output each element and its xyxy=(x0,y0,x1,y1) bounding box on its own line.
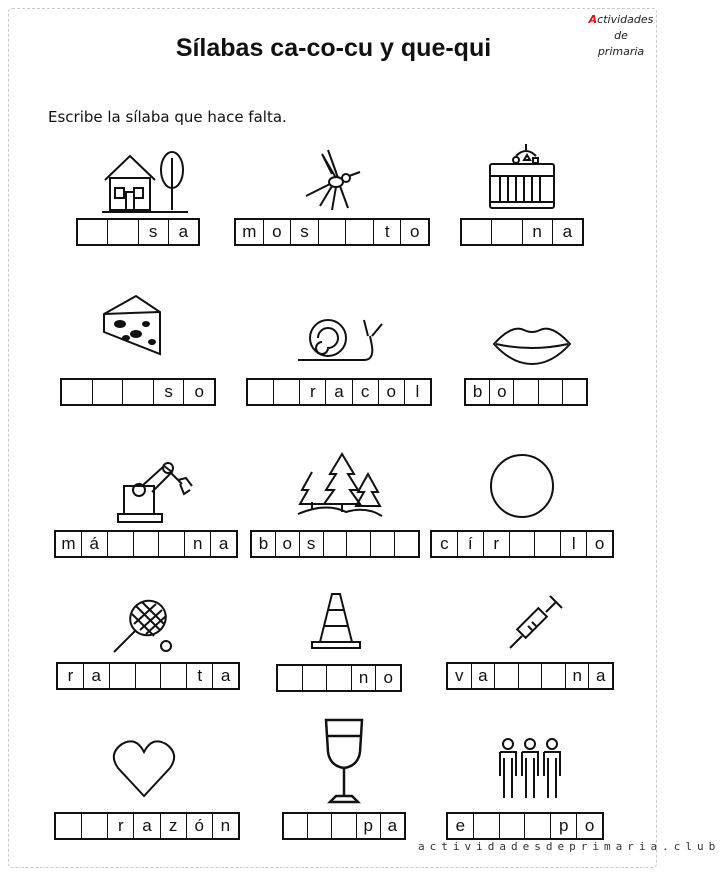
empty-letter-box[interactable] xyxy=(524,814,550,838)
empty-letter-box[interactable] xyxy=(62,380,92,404)
cheese-icon xyxy=(100,292,166,364)
empty-letter-box[interactable] xyxy=(491,220,521,244)
letter-box: t xyxy=(373,220,401,244)
empty-letter-box[interactable] xyxy=(462,220,491,244)
house-icon xyxy=(100,148,190,216)
letter-box: o xyxy=(263,220,291,244)
letter-box: a xyxy=(380,814,404,838)
empty-letter-box[interactable] xyxy=(278,666,302,690)
page-title: Sílabas ca-co-cu y que-qui xyxy=(175,34,492,62)
letter-box: s xyxy=(138,220,168,244)
answer-boxes[interactable] xyxy=(54,530,238,558)
instruction-text: Escribe la sílaba que hace falta. xyxy=(48,108,287,126)
letter-box: v xyxy=(455,666,464,685)
letter-box: b xyxy=(472,382,483,401)
answer-boxes[interactable] xyxy=(234,218,430,246)
empty-letter-box[interactable] xyxy=(509,532,535,556)
letter-box: b xyxy=(258,534,269,553)
empty-letter-box[interactable] xyxy=(133,532,159,556)
empty-letter-box[interactable] xyxy=(302,666,327,690)
empty-letter-box[interactable] xyxy=(284,814,307,838)
empty-letter-box[interactable] xyxy=(318,220,346,244)
empty-letter-box[interactable] xyxy=(370,532,394,556)
letter-box: t xyxy=(186,664,212,688)
letter-box: m xyxy=(242,222,257,241)
empty-letter-box[interactable] xyxy=(92,380,123,404)
letter-box: o xyxy=(375,666,400,690)
empty-letter-box[interactable] xyxy=(107,532,133,556)
empty-letter-box[interactable] xyxy=(160,664,186,688)
letter-box: z xyxy=(160,814,186,838)
letter-box: r xyxy=(299,380,325,404)
letter-box: l xyxy=(560,532,586,556)
letter-box: c xyxy=(352,380,378,404)
letter-box: o xyxy=(275,532,299,556)
letter-box: í xyxy=(457,532,483,556)
empty-letter-box[interactable] xyxy=(513,380,537,404)
empty-letter-box[interactable] xyxy=(78,220,107,244)
letter-box: a xyxy=(168,220,198,244)
letter-box: a xyxy=(210,532,236,556)
letter-box: a xyxy=(552,220,582,244)
letter-box: o xyxy=(400,220,428,244)
letter-box: a xyxy=(83,664,109,688)
letter-box: a xyxy=(588,664,612,688)
lips-icon xyxy=(492,322,572,366)
answer-boxes[interactable] xyxy=(246,378,432,406)
answer-boxes[interactable] xyxy=(282,812,406,840)
empty-letter-box[interactable] xyxy=(499,814,525,838)
answer-boxes[interactable] xyxy=(464,378,588,406)
letter-box: s xyxy=(299,532,323,556)
empty-letter-box[interactable] xyxy=(538,380,562,404)
empty-letter-box[interactable] xyxy=(323,532,347,556)
answer-boxes[interactable] xyxy=(276,664,402,692)
syringe-icon xyxy=(506,592,566,652)
answer-boxes[interactable] xyxy=(60,378,216,406)
empty-letter-box[interactable] xyxy=(56,814,81,838)
empty-letter-box[interactable] xyxy=(158,532,184,556)
brand-line2: primaria xyxy=(597,45,645,58)
letter-box: n xyxy=(184,532,210,556)
empty-letter-box[interactable] xyxy=(494,664,518,688)
empty-letter-box[interactable] xyxy=(541,664,565,688)
empty-letter-box[interactable] xyxy=(326,666,351,690)
answer-boxes[interactable] xyxy=(54,812,240,840)
empty-letter-box[interactable] xyxy=(135,664,161,688)
empty-letter-box[interactable] xyxy=(473,814,499,838)
answer-boxes[interactable] xyxy=(76,218,200,246)
answer-boxes[interactable] xyxy=(460,218,584,246)
empty-letter-box[interactable] xyxy=(248,380,273,404)
empty-letter-box[interactable] xyxy=(518,664,542,688)
letter-box: p xyxy=(550,814,576,838)
answer-boxes[interactable] xyxy=(446,662,614,690)
empty-letter-box[interactable] xyxy=(534,532,560,556)
empty-letter-box[interactable] xyxy=(562,380,586,404)
letter-box: p xyxy=(356,814,380,838)
snail-icon xyxy=(294,316,386,364)
forest-icon xyxy=(296,452,384,524)
letter-box: r xyxy=(67,666,74,685)
empty-letter-box[interactable] xyxy=(346,532,370,556)
robot-arm-icon xyxy=(114,460,200,526)
empty-letter-box[interactable] xyxy=(273,380,299,404)
letter-box: á xyxy=(81,532,107,556)
letter-box: a xyxy=(471,664,495,688)
letter-box: a xyxy=(325,380,351,404)
letter-box: a xyxy=(133,814,159,838)
empty-letter-box[interactable] xyxy=(109,664,135,688)
answer-boxes[interactable] xyxy=(446,812,604,840)
letter-box: l xyxy=(404,380,430,404)
letter-box: ó xyxy=(186,814,212,838)
empty-letter-box[interactable] xyxy=(394,532,418,556)
team-icon xyxy=(494,736,566,804)
wine-glass-icon xyxy=(322,716,366,806)
footer-url: actividadesdeprimaria.club xyxy=(418,840,720,853)
empty-letter-box[interactable] xyxy=(331,814,355,838)
letter-box: c xyxy=(440,534,449,553)
empty-letter-box[interactable] xyxy=(345,220,373,244)
circle-icon xyxy=(488,452,556,520)
letter-box: n xyxy=(565,664,589,688)
empty-letter-box[interactable] xyxy=(122,380,153,404)
mosquito-icon xyxy=(296,148,362,212)
letter-box: o xyxy=(489,380,513,404)
answer-boxes[interactable] xyxy=(250,530,420,558)
answer-boxes[interactable] xyxy=(430,530,614,558)
letter-box: s xyxy=(290,220,318,244)
letter-box: n xyxy=(212,814,238,838)
letter-box: s xyxy=(153,380,184,404)
letter-box: o xyxy=(576,814,602,838)
brand-initial: A xyxy=(588,13,598,26)
letter-box: r xyxy=(107,814,133,838)
empty-letter-box[interactable] xyxy=(81,814,107,838)
letter-box: e xyxy=(455,816,466,835)
letter-box: o xyxy=(586,532,612,556)
crib-icon xyxy=(486,142,558,214)
empty-letter-box[interactable] xyxy=(307,814,331,838)
empty-letter-box[interactable] xyxy=(107,220,137,244)
letter-box: a xyxy=(212,664,238,688)
letter-box: m xyxy=(61,534,76,553)
heart-icon xyxy=(112,738,176,800)
letter-box: n xyxy=(522,220,552,244)
racket-icon xyxy=(108,596,178,656)
brand-line1-rest: ctividades de xyxy=(597,13,654,42)
cone-icon xyxy=(310,592,362,652)
letter-box: o xyxy=(378,380,404,404)
letter-box: r xyxy=(483,532,509,556)
answer-boxes[interactable] xyxy=(56,662,240,690)
letter-box: o xyxy=(183,380,214,404)
letter-box: n xyxy=(351,666,376,690)
